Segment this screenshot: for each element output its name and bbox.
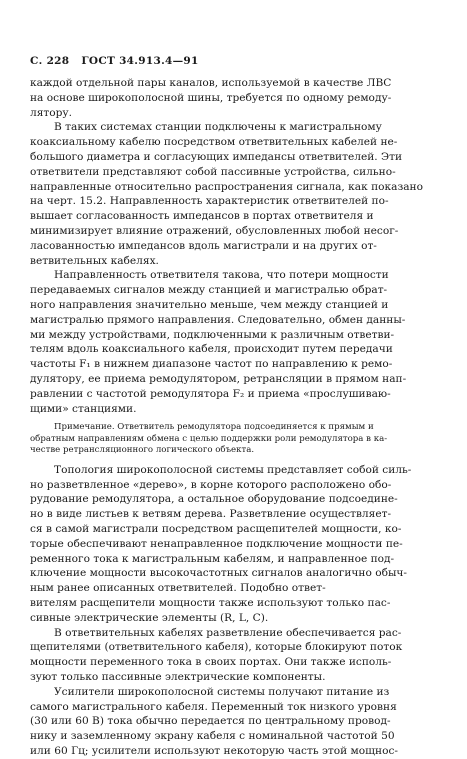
text-line: (30 или 60 В) тока обычно передается по центральному провод-	[30, 715, 391, 728]
text-line: честве ретрансляционного логического объекта.	[30, 445, 255, 456]
text-line: передаваемых сигналов между станцией и магистралью обрат-	[30, 284, 388, 297]
text-line: щепителями (ответвительного кабеля), которые блокируют поток	[30, 641, 403, 654]
text-line: ного направления значительно меньше, чем между станцией и	[30, 298, 389, 311]
paragraph	[30, 76, 434, 120]
text-line: самого магистрального кабеля. Переменный ток низкого уровня	[30, 700, 397, 713]
text-line: на черт. 15.2. Направленность характеристик ответвителей по-	[30, 195, 389, 208]
paragraph	[30, 120, 434, 268]
text-line: мощности переменного тока в своих портах. Они также исполь-	[30, 656, 392, 669]
text-line: ключение мощности высокочастотных сигналов аналогично обыч-	[30, 567, 407, 580]
text-line: большого диаметра и согласующих импедансы ответвителей. Эти	[30, 150, 403, 163]
text-line: ми между устройствами, подключенными к различным ответви-	[30, 328, 395, 341]
text-line: ся в самой магистрали посредством расщепителей мощности, ко-	[30, 523, 402, 536]
text-line: направленные относительно распространения сигнала, как показано	[30, 180, 423, 193]
paragraph	[30, 268, 434, 416]
text-line: рудование ремодулятора, а остальное оборудование подсоедине-	[30, 493, 398, 506]
text-line: на основе широкополосной шины, требуется по одному ремоду-	[30, 91, 392, 104]
text-line: зуют только пассивные электрические компоненты.	[30, 670, 326, 683]
text-line: но в виде листьев к ветвям дерева. Разветвление осуществляет-	[30, 508, 392, 521]
text-line: обратным направлениям обмена с целью поддержки роли ремодулятора в ка-	[30, 433, 388, 444]
text-line: ответвители представляют собой пассивные устройства, сильно-	[30, 165, 396, 178]
text-line: Топология широкополосной системы представляет собой силь-	[54, 463, 412, 476]
text-line: коаксиальному кабелю посредством ответвительных кабелей не-	[30, 136, 398, 149]
text-line: Примечание. Ответвитель ремодулятора подсоединяется к прямым и	[54, 422, 374, 433]
body-text	[30, 76, 434, 759]
text-line: магистралью прямого направления. Следовательно, обмен данны-	[30, 313, 406, 326]
text-line: телям вдоль коаксиального кабеля, происходит путем передачи	[30, 343, 393, 356]
page-number: С. 228	[30, 55, 70, 67]
text-line: нику и заземленному экрану кабеля с номинальной частотой 50	[30, 730, 395, 743]
standard-code: ГОСТ 34.913.4—91	[81, 55, 199, 67]
text-line: вителям расщепители мощности также используют только пас-	[30, 597, 391, 609]
text-line: ласованностью импедансов вдоль магистрали и на других от-	[30, 239, 377, 252]
text-line: Усилители широкополосной системы получают питание из	[54, 685, 390, 698]
text-line: вышает согласованность импедансов в портах ответвителя и	[30, 210, 374, 223]
paragraph	[30, 463, 434, 626]
note-paragraph	[30, 422, 434, 457]
text-line: ременного тока к магистральным кабелям, и направленное под-	[30, 552, 395, 565]
text-line: щими» станциями.	[30, 402, 137, 415]
text-line: минимизирует влияние отражений, обусловленных любой несог-	[30, 224, 399, 237]
text-line: ным ранее описанных ответвителей. Подобно ответ-	[30, 582, 326, 595]
text-line: но разветвленное «дерево», в корне которого расположено обо-	[30, 478, 392, 491]
text-line: В ответвительных кабелях разветвление обеспечивается рас-	[54, 626, 402, 639]
text-line: ветвительных кабелях.	[30, 254, 159, 267]
text-line: Направленность ответвителя такова, что потери мощности	[54, 269, 389, 282]
text-line: сивные электрические элементы (R, L, C).	[30, 611, 269, 624]
text-line: лятору.	[30, 106, 73, 119]
paragraph	[30, 626, 434, 685]
text-line: торые обеспечивают ненаправленное подключение мощности пе-	[30, 537, 403, 550]
page-header	[30, 55, 207, 67]
text-line: дулятору, ее приема ремодулятором, ретрансляции в прямом нап-	[30, 372, 407, 385]
text-line: каждой отдельной пары каналов, используемой в качестве ЛВС	[30, 77, 392, 89]
text-line: частоты F₁ в нижнем диапазоне частот по направлению к ремо-	[30, 358, 393, 371]
text-line: В таких системах станции подключены к магистральному	[54, 121, 382, 134]
paragraph	[30, 685, 434, 759]
text-line: или 60 Гц; усилители используют некоторую часть этой мощнос-	[30, 744, 398, 757]
text-line: равлении с частотой ремодулятора F₂ и приема «прослушиваю-	[30, 387, 391, 400]
